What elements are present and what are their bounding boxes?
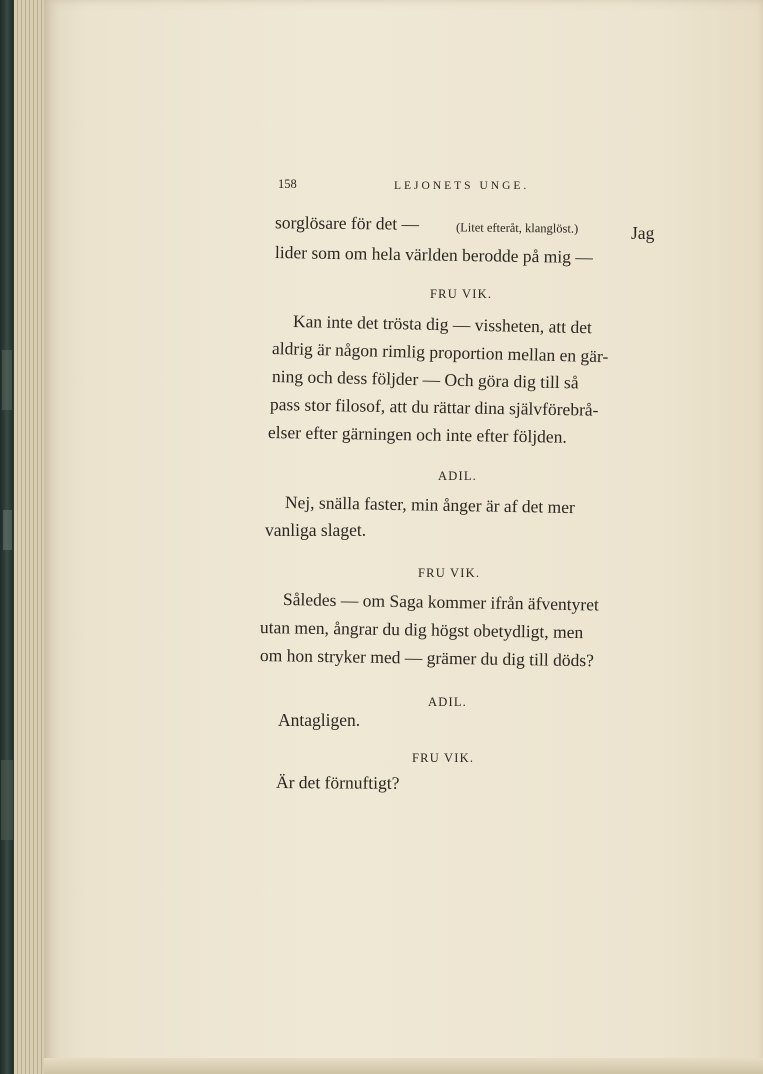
text-line: ning och dess följder — Och göra dig till så	[271, 366, 579, 393]
text-line: Således — om Saga kommer ifrån äfventyret	[282, 589, 600, 615]
speaker-name: FRU VIK.	[430, 287, 493, 301]
text-line: Kan inte det trösta dig — vissheten, att det	[292, 311, 593, 338]
text-line: aldrig är någon rimlig proportion mellan en gär-	[271, 338, 609, 367]
page-bottom-edge	[44, 1058, 763, 1074]
text-line: utan men, ångrar du dig högst obetydligt, men	[259, 617, 584, 643]
speaker-name: ADIL.	[428, 695, 467, 709]
page-number: 158	[278, 177, 297, 191]
speaker-name: ADIL.	[438, 469, 477, 483]
running-title: LEJONETS UNGE.	[394, 180, 530, 192]
text-line: om hon stryker med — grämer du dig till döds?	[259, 645, 595, 671]
text-line: pass stor filosof, att du rättar dina självförebrå-	[269, 394, 599, 420]
stage-direction: (Litet efteråt, klanglöst.)	[455, 220, 579, 236]
marbling-mark	[2, 350, 12, 410]
text-line: elser efter gärningen och inte efter följden.	[267, 422, 567, 447]
text-line: vanliga slaget.	[265, 520, 367, 540]
text-line: lider som om hela världen berodde på mig —	[274, 242, 593, 267]
text-line: Jag	[631, 223, 655, 243]
text-line: Antagligen.	[278, 710, 361, 730]
text-line: Är det förnuftigt?	[275, 772, 400, 793]
speaker-name: FRU VIK.	[412, 751, 475, 765]
speaker-name: FRU VIK.	[418, 566, 481, 580]
marbling-mark	[1, 760, 13, 840]
text-line: sorglösare för det —	[274, 212, 420, 234]
text-line: Nej, snälla faster, min ånger är af det mer	[284, 492, 576, 518]
marbling-mark	[3, 510, 12, 550]
book-page	[44, 0, 763, 1074]
